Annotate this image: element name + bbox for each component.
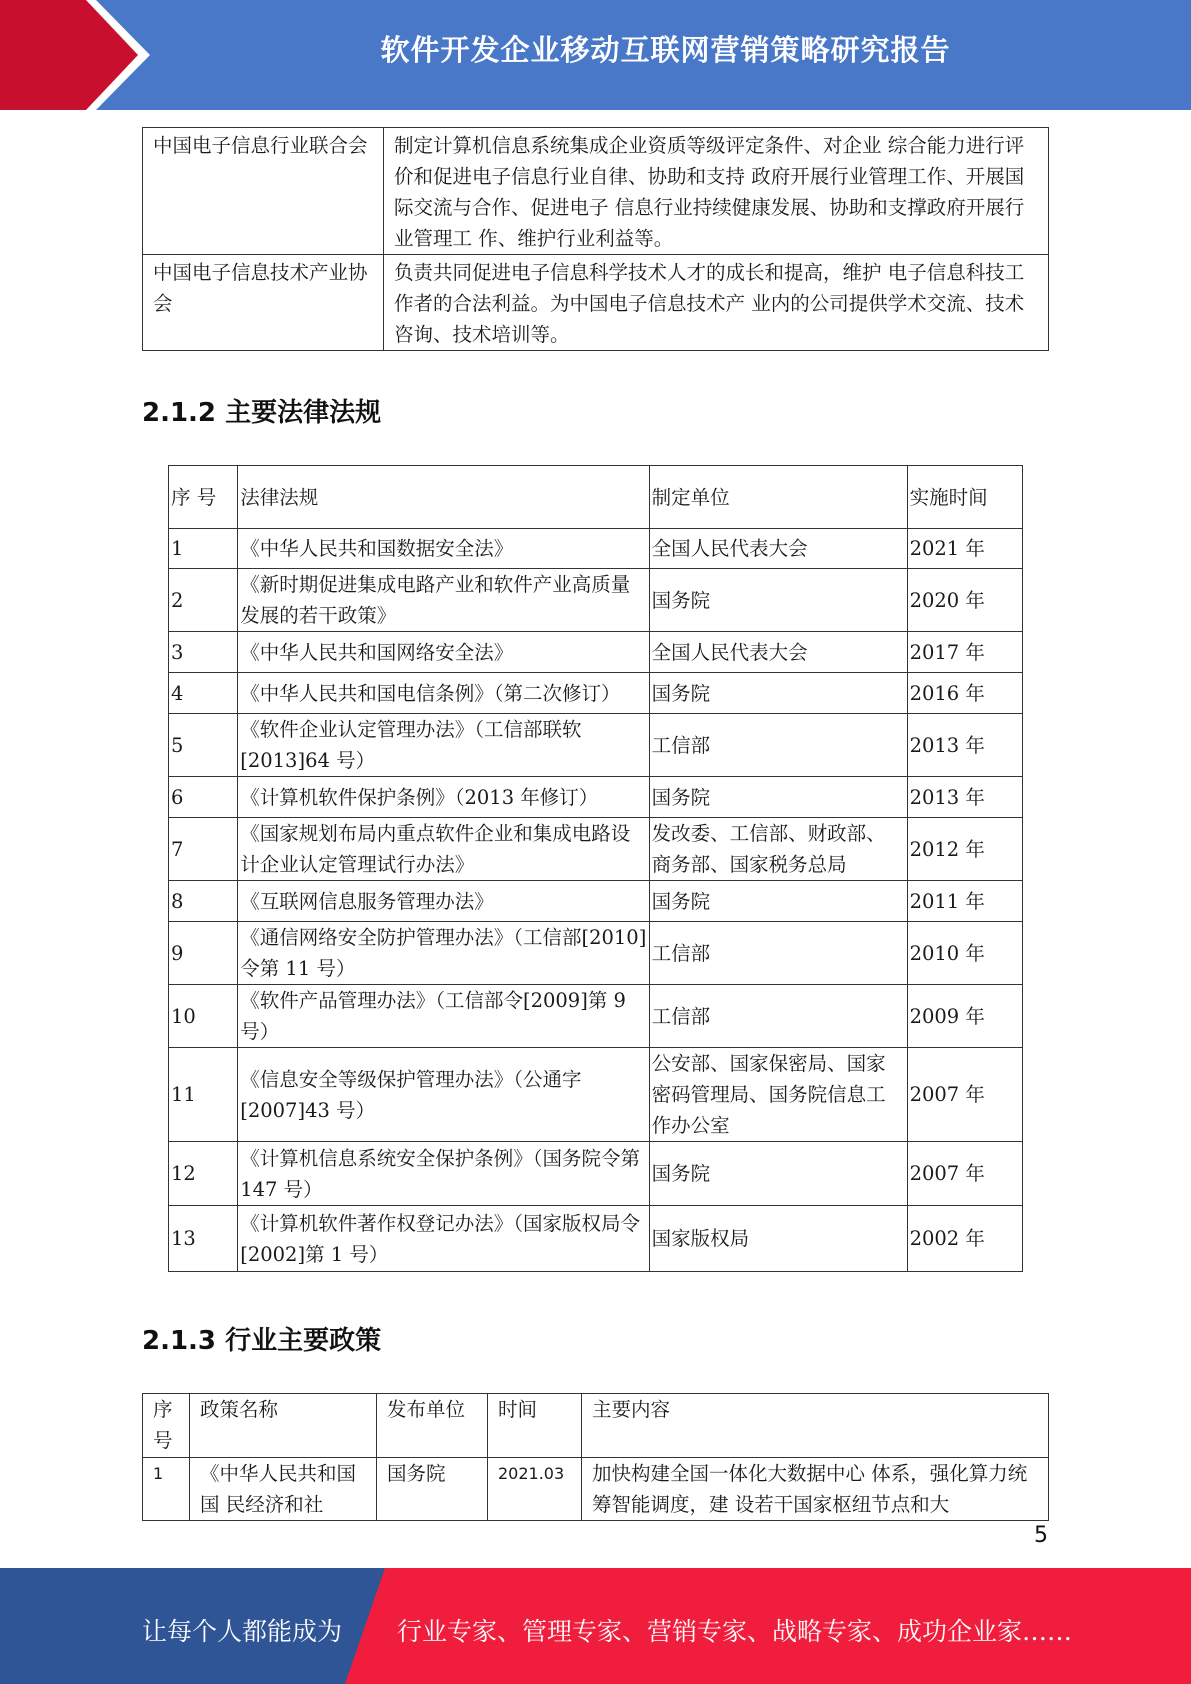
- policy-time: 2021.03: [488, 1458, 582, 1521]
- table-header-row: [143, 1394, 1049, 1458]
- org-description: 制定计算机信息系统集成企业资质等级评定条件、对企业 综合能力进行评价和促进电子信息行业自律、协助和支持 政府开展行业管理工作、开展国际交流与合作、促进电子 信息行业持续健康发展、协助和支撑政府开展行业管理工 作、维护行业利益等。: [384, 128, 1049, 255]
- law-no: 7: [169, 818, 238, 881]
- policies-table: [142, 1393, 1049, 1521]
- law-name-text: 《中华人民共和国电信条例》（第二次修订）: [240, 681, 621, 705]
- law-name: 《计算机软件保护条例》（2013 年修订）: [238, 777, 649, 818]
- law-time: 2009 年: [907, 985, 1022, 1048]
- law-time: 2017 年: [907, 632, 1022, 673]
- law-time: 2021 年: [907, 529, 1022, 569]
- law-name: 《新时期促进集成电路产业和软件产业高质量发展的若干政策》: [238, 569, 649, 632]
- footer-slogan-right: 行业专家、管理专家、营销专家、战略专家、成功企业家……: [397, 1617, 1073, 1646]
- law-time: 2020 年: [907, 569, 1022, 632]
- law-name: 《软件企业认定管理办法》（工信部联软[2013]64 号）: [238, 714, 649, 777]
- policy-no: 1: [143, 1458, 190, 1521]
- law-no: 13: [169, 1206, 238, 1272]
- law-time: 2007 年: [907, 1048, 1022, 1142]
- law-name: 《通信网络安全防护管理办法》（工信部[2010]令第 11 号）: [238, 922, 649, 985]
- law-no: 6: [169, 777, 238, 818]
- law-no: 10: [169, 985, 238, 1048]
- header-cell: 实施时间: [907, 466, 1022, 529]
- table-row: [169, 569, 1023, 632]
- law-name: 《中华人民共和国网络安全法》: [238, 632, 649, 673]
- law-name: [238, 673, 649, 714]
- policy-name: 《中华人民共和国国 民经济和社: [190, 1458, 377, 1521]
- table-row: [169, 632, 1023, 673]
- law-no: 9: [169, 922, 238, 985]
- law-name: 《计算机软件著作权登记办法》（国家版权局令[2002]第 1 号）: [238, 1206, 649, 1272]
- header-cell: 制定单位: [649, 466, 907, 529]
- table-row: [169, 1142, 1023, 1206]
- header-cell: 主要内容: [582, 1394, 1049, 1458]
- law-name: 《中华人民共和国数据安全法》: [238, 529, 649, 569]
- table-row: [169, 673, 1023, 714]
- section-heading-laws: 2.1.2 主要法律法规: [142, 398, 382, 428]
- law-time: 2016 年: [907, 673, 1022, 714]
- org-name: 中国电子信息行业联合会: [143, 128, 384, 255]
- law-name: 《计算机信息系统安全保护条例》（国务院令第 147 号）: [238, 1142, 649, 1206]
- law-no: 11: [169, 1048, 238, 1142]
- law-no: 5: [169, 714, 238, 777]
- law-unit: 国务院: [649, 881, 907, 922]
- policy-unit: 国务院: [377, 1458, 488, 1521]
- table-header-row: [169, 466, 1023, 529]
- law-unit: 国务院: [649, 777, 907, 818]
- law-unit: 国务院: [649, 569, 907, 632]
- header-cell: 发布单位: [377, 1394, 488, 1458]
- table-row: [169, 881, 1023, 922]
- org-description: 负责共同促进电子信息科学技术人才的成长和提高，维护 电子信息科技工作者的合法利益。为中国电子信息技术产 业内的公司提供学术交流、技术咨询、技术培训等。: [384, 255, 1049, 351]
- table-row: [169, 777, 1023, 818]
- law-time: 2010 年: [907, 922, 1022, 985]
- law-time: 2013 年: [907, 777, 1022, 818]
- table-row: [169, 985, 1023, 1048]
- table-row: [169, 714, 1023, 777]
- law-no: 8: [169, 881, 238, 922]
- header-cell: 序号: [143, 1394, 190, 1458]
- laws-table: [168, 465, 1023, 1272]
- header-cell: 政策名称: [190, 1394, 377, 1458]
- page-number: 5: [1034, 1523, 1048, 1548]
- table-row: [169, 922, 1023, 985]
- header-cell: 法律法规: [238, 466, 649, 529]
- table-row: [169, 1048, 1023, 1142]
- law-unit: 全国人民代表大会: [649, 632, 907, 673]
- law-name: 《信息安全等级保护管理办法》（公通字[2007]43 号）: [238, 1048, 649, 1142]
- law-time: 2012 年: [907, 818, 1022, 881]
- law-no: 2: [169, 569, 238, 632]
- law-no: 3: [169, 632, 238, 673]
- header-red-arrow: [0, 0, 150, 110]
- organizations-table: [142, 127, 1049, 351]
- law-unit: 工信部: [649, 985, 907, 1048]
- law-unit: 全国人民代表大会: [649, 529, 907, 569]
- section-heading-policies: 2.1.3 行业主要政策: [142, 1326, 382, 1356]
- law-unit: 国务院: [649, 673, 907, 714]
- table-row: [143, 1458, 1049, 1521]
- header-cell: 序 号: [169, 466, 238, 529]
- policy-content: 加快构建全国一体化大数据中心 体系，强化算力统筹智能调度，建 设若干国家枢纽节点和大: [582, 1458, 1049, 1521]
- table-row: [169, 1206, 1023, 1272]
- law-unit: 工信部: [649, 714, 907, 777]
- org-name: 中国电子信息技术产业协会: [143, 255, 384, 351]
- law-unit: 公安部、国家保密局、国家密码管理局、国务院信息工作办公室: [649, 1048, 907, 1142]
- law-unit: 国务院: [649, 1142, 907, 1206]
- page-header: [0, 0, 1191, 110]
- footer-slogan-left: 让每个人都能成为: [142, 1617, 343, 1646]
- law-time: 2002 年: [907, 1206, 1022, 1272]
- law-time: 2007 年: [907, 1142, 1022, 1206]
- law-unit: 工信部: [649, 922, 907, 985]
- law-unit: 国家版权局: [649, 1206, 907, 1272]
- law-no: 4: [169, 673, 238, 714]
- law-unit: 发改委、工信部、财政部、商务部、国家税务总局: [649, 818, 907, 881]
- table-row: [169, 529, 1023, 569]
- law-time: 2013 年: [907, 714, 1022, 777]
- law-name: 《国家规划布局内重点软件企业和集成电路设计企业认定管理试行办法》: [238, 818, 649, 881]
- law-no: 12: [169, 1142, 238, 1206]
- table-row: [143, 255, 1049, 351]
- report-title: 软件开发企业移动互联网营销策略研究报告: [380, 33, 951, 67]
- law-no: 1: [169, 529, 238, 569]
- law-name: 《软件产品管理办法》（工信部令[2009]第 9 号）: [238, 985, 649, 1048]
- law-name: 《互联网信息服务管理办法》: [238, 881, 649, 922]
- table-row: [169, 818, 1023, 881]
- law-time: 2011 年: [907, 881, 1022, 922]
- table-row: [143, 128, 1049, 255]
- header-cell: 时间: [488, 1394, 582, 1458]
